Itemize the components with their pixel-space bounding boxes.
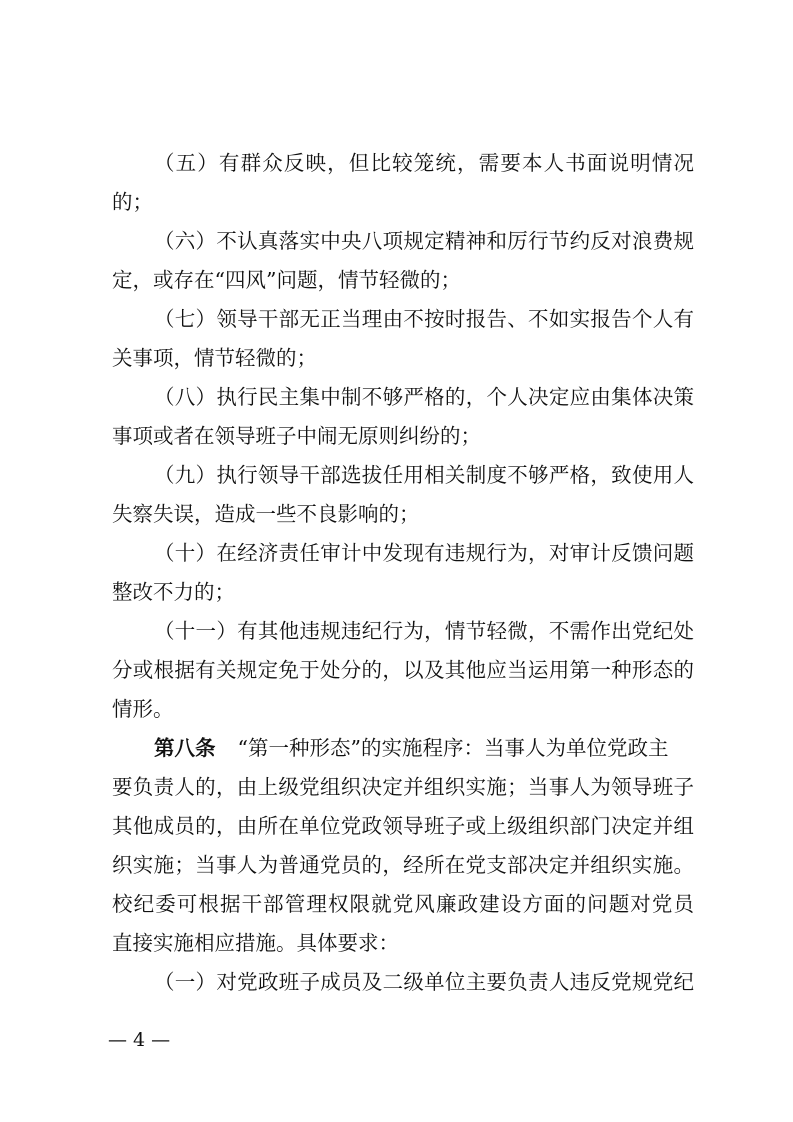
paragraph-line: [0, 613, 793, 649]
paragraph-line: [0, 301, 793, 337]
line-text: 直接实施相应措施。具体要求：: [112, 931, 399, 955]
line-text: 织实施；当事人为普通党员的，经所在党支部决定并组织实施。: [112, 853, 694, 877]
paragraph-line: [0, 652, 793, 688]
line-text: 的；: [112, 190, 153, 214]
paragraph-line: [0, 964, 793, 1000]
paragraph-line: [0, 574, 793, 610]
page-number: — 4 —: [108, 1029, 171, 1051]
article-8-label: 第八条: [154, 736, 216, 760]
line-text: 整改不力的；: [112, 580, 235, 604]
paragraph-line: [0, 535, 793, 571]
line-text: 情形。: [112, 697, 174, 721]
line-text: （一）对党政班子成员及二级单位主要负责人违反党规党纪: [154, 970, 694, 994]
line-text: 校纪委可根据干部管理权限就党风廉政建设方面的问题对党员: [112, 892, 694, 916]
line-text: 要负责人的，由上级党组织决定并组织实施；当事人为领导班子: [112, 775, 694, 799]
line-text: （八）执行民主集中制不够严格的，个人决定应由集体决策: [154, 385, 694, 409]
paragraph-line: [0, 184, 793, 220]
paragraph-line: [0, 496, 793, 532]
paragraph-line: [0, 925, 793, 961]
line-text: （七）领导干部无正当理由不按时报告、不如实报告个人有: [154, 307, 694, 331]
paragraph-line: [0, 847, 793, 883]
paragraph-line: [0, 379, 793, 415]
line-text: （十）在经济责任审计中发现有违规行为，对审计反馈问题: [154, 541, 694, 565]
line-text: 分或根据有关规定免于处分的，以及其他应当运用第一种形态的: [112, 658, 694, 682]
line-text: 事项或者在领导班子中闹无原则纠纷的；: [112, 424, 481, 448]
line-text: 失察失误，造成一些不良影响的；: [112, 502, 420, 526]
line-text: （九）执行领导干部选拔任用相关制度不够严格，致使用人: [154, 463, 694, 487]
line-text: （十一）有其他违规违纪行为，情节轻微，不需作出党纪处: [154, 619, 694, 643]
paragraph-line: [0, 457, 793, 493]
paragraph-line: [0, 145, 793, 181]
paragraph-line: [0, 340, 793, 376]
line-text: 定，或存在“四风”问题，情节轻微的；: [112, 268, 461, 292]
article-8-line: [154, 730, 668, 766]
line-text: （六）不认真落实中央八项规定精神和厉行节约反对浪费规: [154, 229, 694, 253]
line-text: 关事项，情节轻微的；: [112, 346, 317, 370]
paragraph-line: [0, 418, 793, 454]
article-8-first-line: [0, 730, 793, 766]
paragraph-line: [0, 223, 793, 259]
paragraph-line: [0, 691, 793, 727]
line-text: “第一种形态”的实施程序：当事人为单位党政主: [237, 736, 669, 760]
line-text: （五）有群众反映，但比较笼统，需要本人书面说明情况: [154, 151, 694, 175]
paragraph-line: [0, 769, 793, 805]
paragraph-line: [0, 262, 793, 298]
paragraph-line: [0, 808, 793, 844]
paragraph-line: [0, 886, 793, 922]
line-text: 其他成员的，由所在单位党政领导班子或上级组织部门决定并组: [112, 814, 694, 838]
